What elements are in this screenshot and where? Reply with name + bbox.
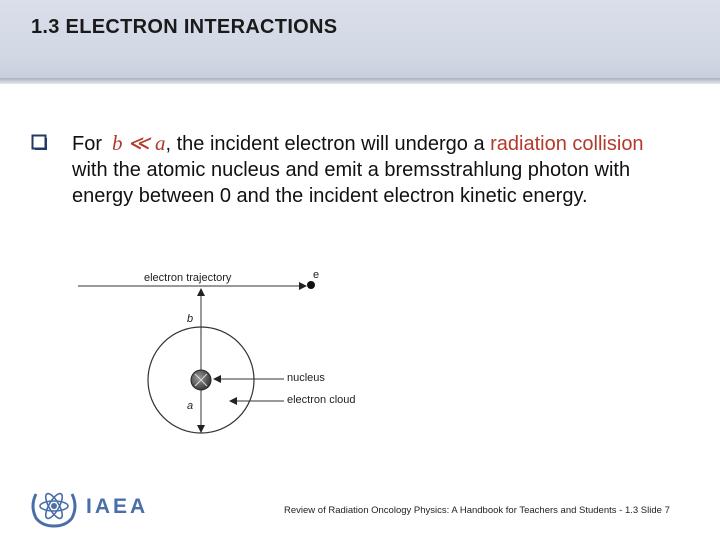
slide-title: 1.3 ELECTRON INTERACTIONS xyxy=(31,16,338,38)
bullet-text xyxy=(72,130,672,209)
header-divider xyxy=(0,78,720,84)
bullet-part2: with the atomic nucleus and emit a bremsstrahlung photon with energy between 0 and the incident electron kinetic energy. xyxy=(72,159,631,207)
bullet-part1: , the incident electron will undergo a xyxy=(165,133,485,155)
electron-label: e xyxy=(313,269,320,281)
slide-footer: Review of Radiation Oncology Physics: A Handbook for Teachers and Students - 1.3 Slide 7 xyxy=(284,505,670,516)
electron-dot xyxy=(307,281,315,289)
a-label: a xyxy=(187,400,194,412)
radiation-collision-phrase: radiation collision xyxy=(490,133,644,155)
atom-laurel-icon xyxy=(33,491,75,526)
nucleus-label: nucleus xyxy=(287,372,325,384)
slide-header xyxy=(0,0,720,78)
checkbox-bullet-icon xyxy=(31,134,47,150)
bullet-prefix: For xyxy=(72,133,102,155)
cloud-label: electron cloud xyxy=(287,394,356,406)
iaea-logo xyxy=(30,482,162,530)
logo-text: IAEA xyxy=(86,495,149,518)
trajectory-label: electron trajectory xyxy=(144,272,232,284)
math-condition: b ≪ a xyxy=(112,131,166,155)
collision-diagram xyxy=(70,262,390,442)
b-label: b xyxy=(187,313,194,325)
